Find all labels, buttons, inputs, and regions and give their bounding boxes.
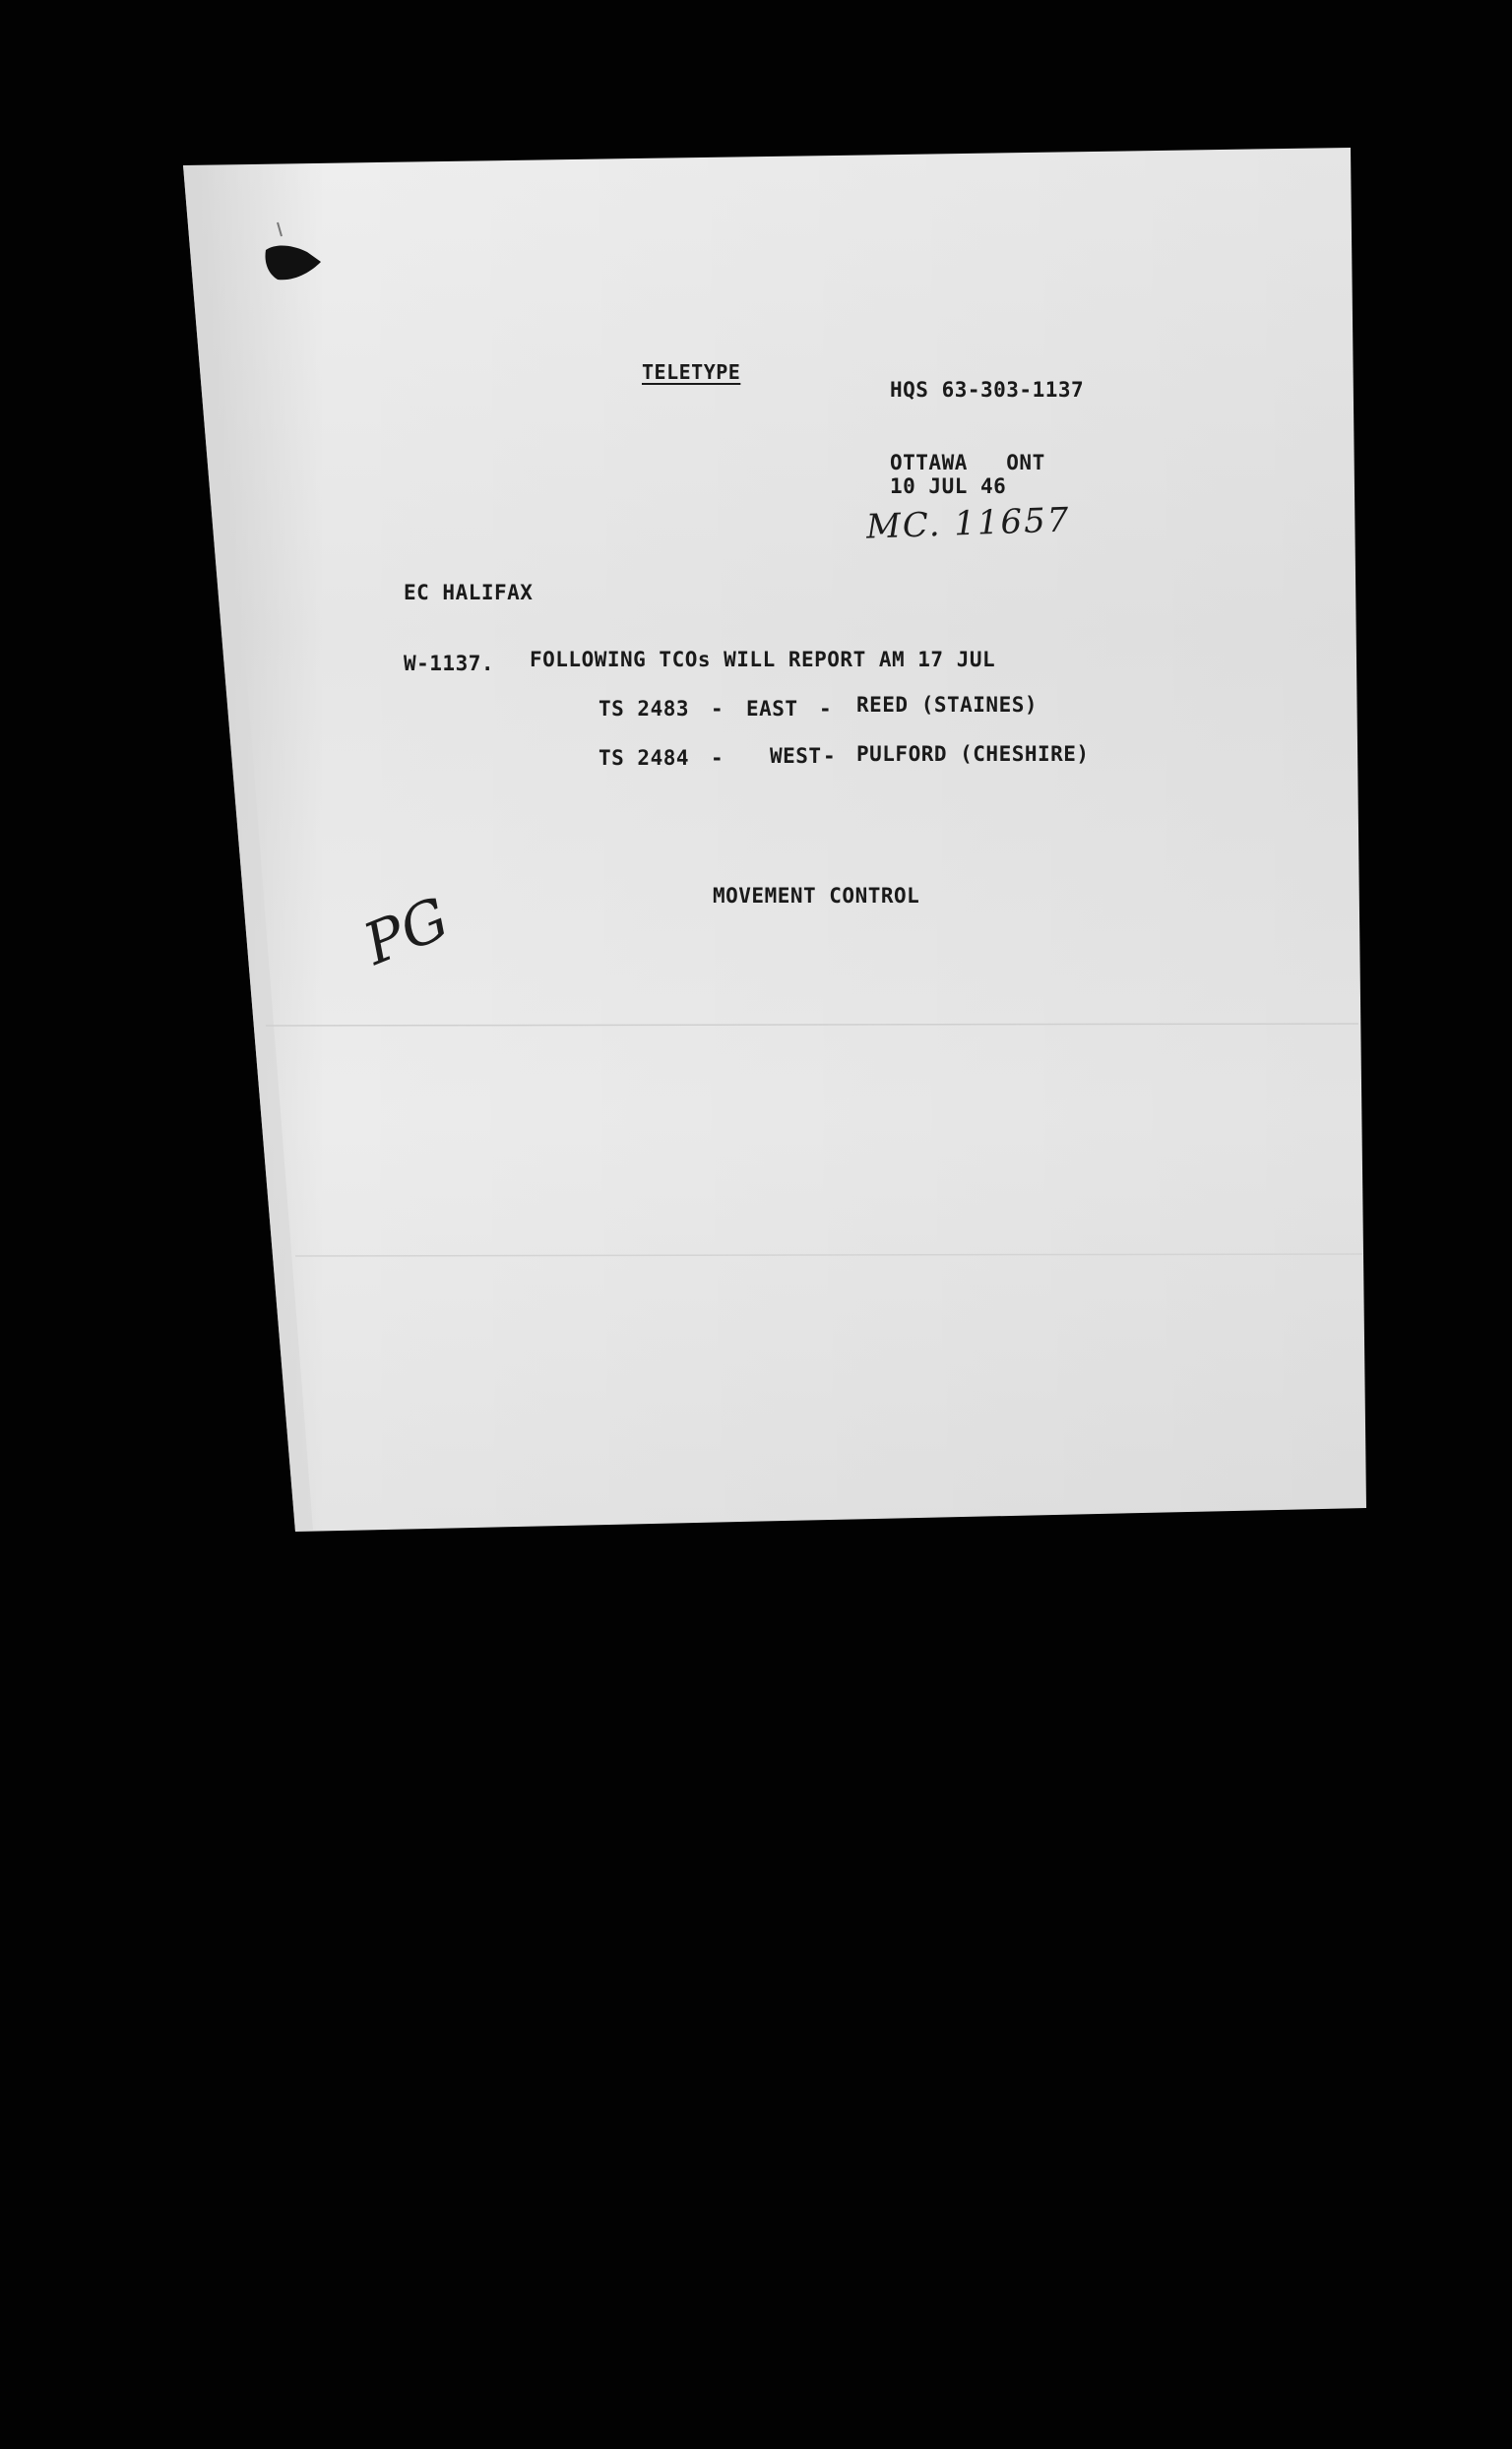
message-number: W-1137. <box>404 652 495 675</box>
handwritten-initials: PG <box>354 884 458 978</box>
entry-direction: EAST <box>746 697 798 721</box>
entry-name: REED (STAINES) <box>856 693 1039 717</box>
place: OTTAWA ONT <box>890 451 1045 474</box>
entry-code: TS 2484 <box>598 746 690 770</box>
reference-number: HQS 63-303-1137 <box>890 378 1085 402</box>
entry-separator: - <box>823 744 837 768</box>
addressee: EC HALIFAX <box>404 581 534 604</box>
entry-code: TS 2483 <box>598 697 690 721</box>
entry-separator: - <box>819 697 833 721</box>
entry-name: PULFORD (CHESHIRE) <box>856 742 1090 766</box>
entry-separator: - <box>711 697 724 721</box>
date: 10 JUL 46 <box>890 474 1007 498</box>
handwritten-file-number: MC. 11657 <box>865 500 1072 547</box>
entry-direction: WEST <box>770 744 822 768</box>
entry-separator: - <box>711 746 724 770</box>
document-title: TELETYPE <box>642 360 741 384</box>
signature-block: MOVEMENT CONTROL <box>713 884 920 908</box>
message-lead: FOLLOWING TCOs WILL REPORT AM 17 JUL <box>530 648 996 671</box>
